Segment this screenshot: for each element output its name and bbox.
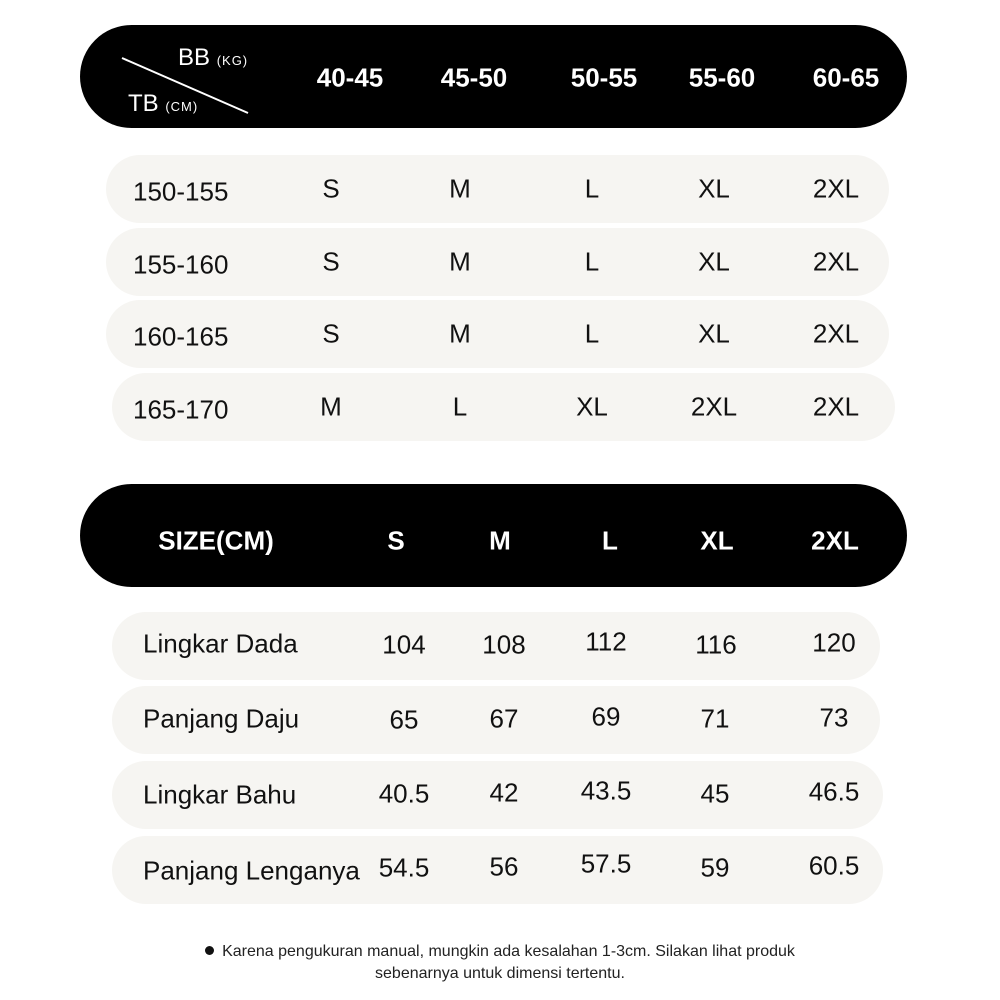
bullet-icon (205, 946, 214, 955)
measurement-value: 69 (591, 701, 621, 732)
measurement-value: 43.5 (580, 775, 632, 806)
size-cell: L (584, 173, 600, 204)
height-unit: (CM) (165, 99, 199, 114)
weight-header-4: 55-60 (688, 62, 756, 93)
measurement-value: 73 (819, 702, 849, 733)
size-cell: S (322, 173, 340, 204)
measurement-value: 56 (489, 851, 519, 882)
measurement-value: 67 (489, 703, 519, 734)
size-cell: 2XL (812, 391, 860, 422)
measurement-value: 120 (812, 627, 856, 658)
measurement-value: 42 (489, 777, 519, 808)
size-cell: XL (698, 173, 730, 204)
measurement-value: 45 (700, 778, 730, 809)
measurement-value: 59 (700, 852, 730, 883)
height-range-label: 150-155 (133, 176, 229, 207)
size-cell: M (449, 318, 471, 349)
measurement-value: 71 (700, 703, 730, 734)
size-cell: 2XL (812, 173, 860, 204)
size-cell: L (452, 391, 468, 422)
size-cell: L (584, 246, 600, 277)
measurement-label: Lingkar Dada (143, 628, 298, 659)
measurement-value: 46.5 (808, 776, 860, 807)
measurement-value: 40.5 (378, 778, 430, 809)
disclaimer-text-1: Karena pengukuran manual, mungkin ada kesalahan 1-3cm. Silakan lihat produk (222, 943, 795, 960)
measurement-value: 116 (695, 629, 737, 660)
measurement-label: Lingkar Bahu (143, 779, 297, 810)
size-cell: S (322, 246, 340, 277)
size-cm-header: SIZE(CM) (158, 525, 274, 556)
measurement-value: 112 (585, 626, 627, 657)
size-cell: 2XL (690, 391, 738, 422)
weight-header-1: 40-45 (316, 62, 384, 93)
size-header-l: L (602, 525, 618, 556)
weight-unit: (KG) (216, 53, 249, 68)
measurement-value: 104 (382, 629, 426, 660)
weight-header-5: 60-65 (812, 62, 880, 93)
disclaimer-text-2: sebenarnya untuk dimensi tertentu. (375, 965, 625, 982)
size-header-2xl: 2XL (811, 525, 859, 556)
height-range-label: 160-165 (133, 321, 229, 352)
size-header-xl: XL (700, 525, 734, 556)
weight-axis-label (178, 44, 248, 72)
weight-header-3: 50-55 (570, 62, 638, 93)
height-label-text: TB (128, 90, 159, 117)
height-axis-label (128, 90, 198, 118)
measurement-label: Panjang Daju (143, 703, 300, 734)
size-cell: XL (576, 391, 608, 422)
size-cell: L (584, 318, 600, 349)
measurement-value: 108 (482, 629, 526, 660)
size-header-s: S (387, 525, 405, 556)
height-range-label: 155-160 (133, 249, 229, 280)
height-range-label: 165-170 (133, 394, 229, 425)
size-cell: 2XL (812, 318, 860, 349)
weight-label-text: BB (178, 44, 211, 71)
size-cell: 2XL (812, 246, 860, 277)
measurement-value: 57.5 (580, 848, 632, 879)
size-cell: M (449, 173, 471, 204)
measurement-value: 54.5 (378, 852, 430, 883)
size-cell: M (320, 391, 342, 422)
measurement-value: 60.5 (808, 850, 860, 881)
size-cell: XL (698, 318, 730, 349)
size-cell: XL (698, 246, 730, 277)
size-cell: S (322, 318, 340, 349)
measurement-label: Panjang Lenganya (143, 855, 360, 886)
table-row (112, 373, 895, 441)
weight-header-2: 45-50 (440, 62, 508, 93)
measurement-value: 65 (389, 704, 419, 735)
disclaimer-line-1 (0, 941, 1000, 963)
size-cell: M (449, 246, 471, 277)
size-header-m: M (489, 525, 511, 556)
measurement-disclaimer (0, 941, 1000, 985)
